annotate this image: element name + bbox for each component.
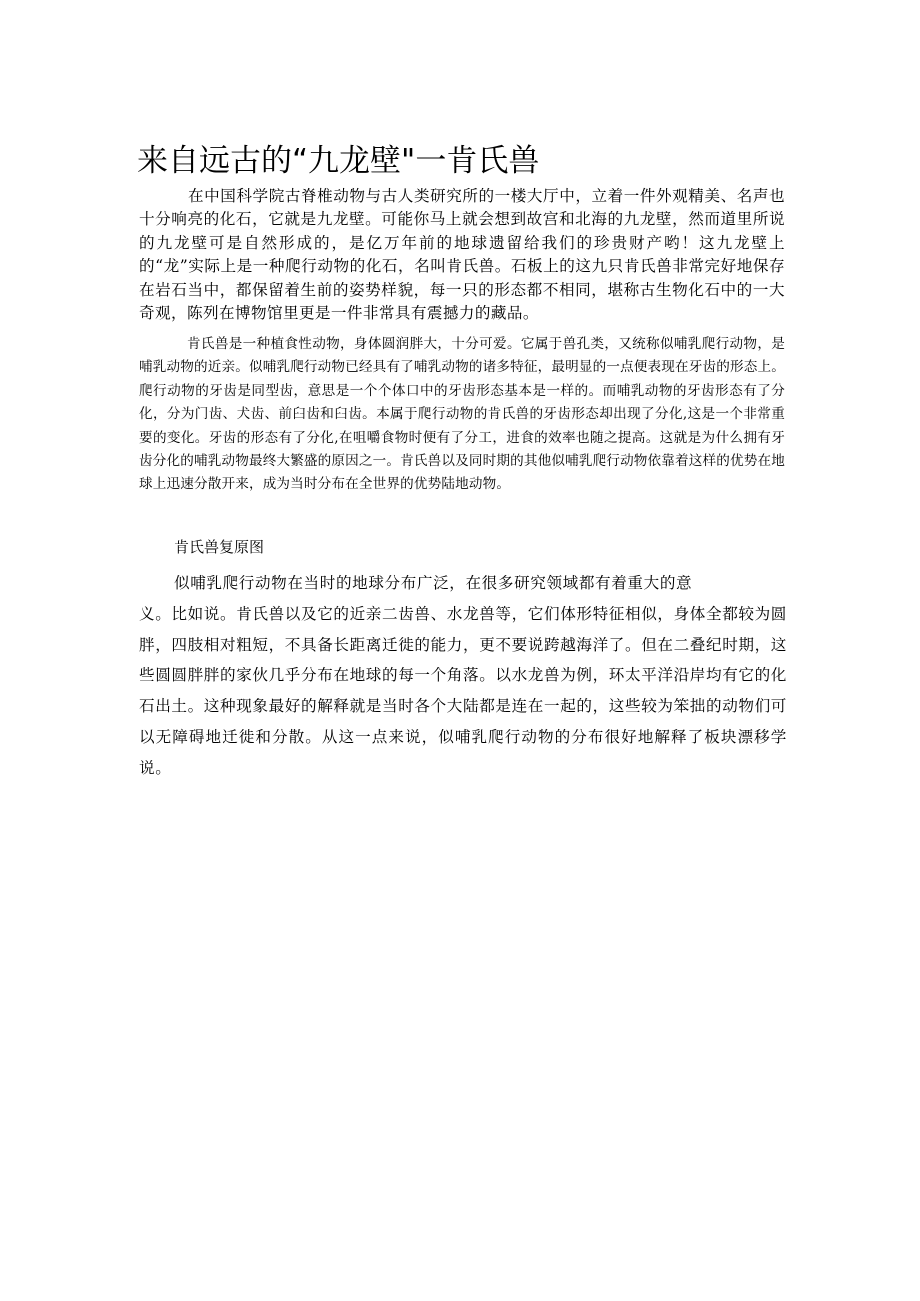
document-title: 来自远古的“九龙壁"一肯氏兽 [137,143,540,179]
paragraph-distribution-body: 义。比如说。肯氏兽以及它的近亲二齿兽、水龙兽等，它们体形特征相似，身体全都较为圆胖，四肢相对粗短，不具备长距离迁徙的能力，更不要说跨越海洋了。但在二叠纪时期，这些圆圆胖胖的家伙几乎分布在地球的每一个角落。以水龙兽为例，环太平洋沿岸均有它的化石出土。这种现象最好的解释就是当时各个大陆都是连在一起的，这些较为笨拙的动物们可以无障碍地迁徙和分散。从这一点来说，似哺乳爬行动物的分布很好地解释了板块漂移学说。 [139,604,787,777]
figure-caption: 肯氏兽复原图 [174,538,265,556]
paragraph-distribution [139,568,787,784]
paragraph-distribution-first-line: 似哺乳爬行动物在当时的地球分布广泛，在很多研究领域都有着重大的意 [174,574,693,592]
paragraph-kannemeyeria-teeth: 肯氏兽是一种植食性动物，身体圆润胖大，十分可爱。它属于兽孔类，又统称似哺乳爬行动物，是哺乳动物的近亲。似哺乳爬行动物已经具有了哺乳动物的诸多特征，最明显的一点便表现在牙齿的形态上。爬行动物的牙齿是同型齿，意思是一个个体口中的牙齿形态基本是一样的。而哺乳动物的牙齿形态有了分化，分为门齿、犬齿、前臼齿和臼齿。本属于爬行动物的肯氏兽的牙齿形态却出现了分化,这是一个非常重要的变化。牙齿的形态有了分化,在咀嚼食物时便有了分工，进食的效率也随之提高。这就是为什么拥有牙齿分化的哺乳动物最终大繁盛的原因之一。肯氏兽以及同时期的其他似哺乳爬行动物依靠着这样的优势在地球上迅速分散开来，成为当时分布在全世界的优势陆地动物。 [139,336,785,493]
paragraph-nine-dragon-wall: 在中国科学院古脊椎动物与古人类研究所的一楼大厅中，立着一件外观精美、名声也十分响亮的化石，它就是九龙壁。可能你马上就会想到故宫和北海的九龙壁，然而道里所说的九龙壁可是自然形成的，是亿万年前的地球遗留给我们的珍贵财产哟！这九龙壁上的“龙”实际上是一种爬行动物的化石，名叫肯氏兽。石板上的这九只肯氏兽非常完好地保存在岩石当中，都保留着生前的姿势样貌，每一只的形态都不相同，堪称古生物化石中的一大奇观，陈列在博物馆里更是一件非常具有震撼力的藏品。 [139,187,785,323]
